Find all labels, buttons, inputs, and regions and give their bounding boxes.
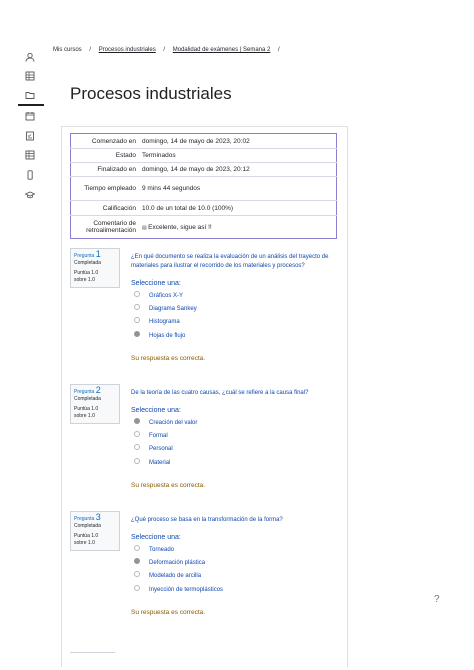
summary-value: domingo, 14 de mayo de 2023, 20:12 [139, 163, 337, 177]
summary-value: 9 mins 44 segundos [139, 177, 337, 201]
summary-value [139, 216, 337, 239]
answer-option[interactable]: Modelado de arcilla [134, 571, 201, 581]
summary-row [71, 149, 337, 163]
user-icon[interactable] [24, 52, 36, 63]
mobile-icon[interactable] [24, 170, 36, 181]
help-icon[interactable]: ? [434, 594, 440, 605]
page-title: Procesos industriales [70, 84, 232, 103]
summary-value: Terminados [139, 149, 337, 163]
question-status: Completada [74, 396, 101, 402]
question-max-points: sobre 1.0 [74, 540, 95, 546]
radio-button-checked[interactable] [134, 418, 140, 424]
radio-button[interactable] [134, 458, 140, 464]
question-number: Pregunta 1 [74, 249, 101, 259]
answer-option[interactable]: Diagrama Sankey [134, 304, 197, 314]
table-icon[interactable] [24, 150, 36, 161]
next-question-box-edge [70, 652, 115, 653]
radio-button-checked[interactable] [134, 331, 140, 337]
answer-option[interactable]: Inyección de termoplásticos [134, 585, 223, 595]
calendar-icon[interactable] [24, 111, 36, 122]
grid-icon[interactable] [24, 71, 36, 82]
question-text-1: ¿En qué documento se realiza la evaluación de un análisis del trayecto de materiales para ilustrar el recorrido de los materiales y procesos? [131, 254, 329, 269]
breadcrumb-separator: / [163, 47, 166, 53]
summary-row [71, 163, 337, 177]
question-points: Puntúa 1.0 [74, 270, 99, 276]
folder-icon[interactable] [24, 90, 36, 101]
active-nav-indicator [18, 104, 44, 106]
radio-button[interactable] [134, 545, 140, 551]
answer-option-selected[interactable]: Hojas de flujo [134, 331, 185, 341]
choose-label-3: Seleccione una: [131, 534, 181, 541]
breadcrumb-course[interactable]: Procesos industriales [98, 47, 156, 53]
question-info-2 [70, 384, 120, 424]
radio-button[interactable] [134, 317, 140, 323]
question-points: Puntúa 1.0 [74, 406, 99, 412]
question-text-2: De la teoría de las cuatro causas, ¿cuál se refiere a la causa final? [131, 390, 309, 396]
summary-label: Finalizado en [71, 163, 140, 177]
summary-label: Calificación [71, 201, 140, 216]
summary-label: Tiempo empleado [71, 177, 140, 201]
question-status: Completada [74, 260, 101, 266]
summary-row [71, 177, 337, 201]
attempt-summary-table [70, 133, 337, 239]
graduation-cap-icon[interactable] [24, 190, 36, 201]
answer-option-selected[interactable]: Deformación plástica [134, 558, 205, 568]
summary-row [71, 134, 337, 149]
radio-button[interactable] [134, 585, 140, 591]
answer-option[interactable]: Material [134, 458, 170, 468]
answer-option[interactable]: Personal [134, 444, 173, 454]
question-number: Pregunta 2 [74, 385, 101, 395]
radio-button[interactable] [134, 444, 140, 450]
choose-label-1: Seleccione una: [131, 280, 181, 287]
question-points: Puntúa 1.0 [74, 533, 99, 539]
summary-row [71, 216, 337, 239]
answer-option[interactable]: Histograma [134, 317, 180, 327]
answer-option[interactable]: Torneado [134, 545, 174, 555]
summary-label: Comenzado en [91, 137, 136, 145]
breadcrumb-separator: / [278, 47, 280, 53]
breadcrumb [53, 47, 286, 53]
summary-label: Estado [71, 149, 140, 163]
summary-label: Comentario de retroalimentación [71, 216, 140, 239]
radio-button-checked[interactable] [134, 558, 140, 564]
breadcrumb-my-courses[interactable]: Mis cursos [53, 47, 82, 53]
feedback-correct-3: Su respuesta es correcta. [131, 609, 206, 616]
question-max-points: sobre 1.0 [74, 413, 95, 419]
question-text-3: ¿Qué proceso se basa en la transformación de la forma? [131, 517, 283, 523]
summary-row [71, 201, 337, 216]
breadcrumb-separator: / [89, 47, 92, 53]
answer-option-selected[interactable]: Creación del valor [134, 418, 197, 428]
feedback-icon: ▤ [142, 224, 149, 231]
feedback-correct-1: Su respuesta es correcta. [131, 355, 206, 362]
feedback-correct-2: Su respuesta es correcta. [131, 482, 206, 489]
question-status: Completada [74, 523, 101, 529]
summary-value: 10.0 de un total de 10.0 (100%) [139, 201, 337, 216]
breadcrumb-quiz[interactable]: Modalidad de exámenes | Semana 2 [172, 47, 271, 53]
question-info-3 [70, 511, 120, 551]
feedback-text: Excelente, sigue así !! [148, 223, 212, 231]
summary-value: domingo, 14 de mayo de 2023, 20:02 [142, 137, 250, 145]
radio-button[interactable] [134, 431, 140, 437]
checklist-icon[interactable] [24, 131, 36, 142]
choose-label-2: Seleccione una: [131, 407, 181, 414]
question-number: Pregunta 3 [74, 512, 101, 522]
question-max-points: sobre 1.0 [74, 277, 95, 283]
question-info-1 [70, 248, 120, 288]
radio-button[interactable] [134, 571, 140, 577]
answer-option[interactable]: Gráficos X-Y [134, 291, 183, 301]
radio-button[interactable] [134, 291, 140, 297]
answer-option[interactable]: Formal [134, 431, 168, 441]
radio-button[interactable] [134, 304, 140, 310]
